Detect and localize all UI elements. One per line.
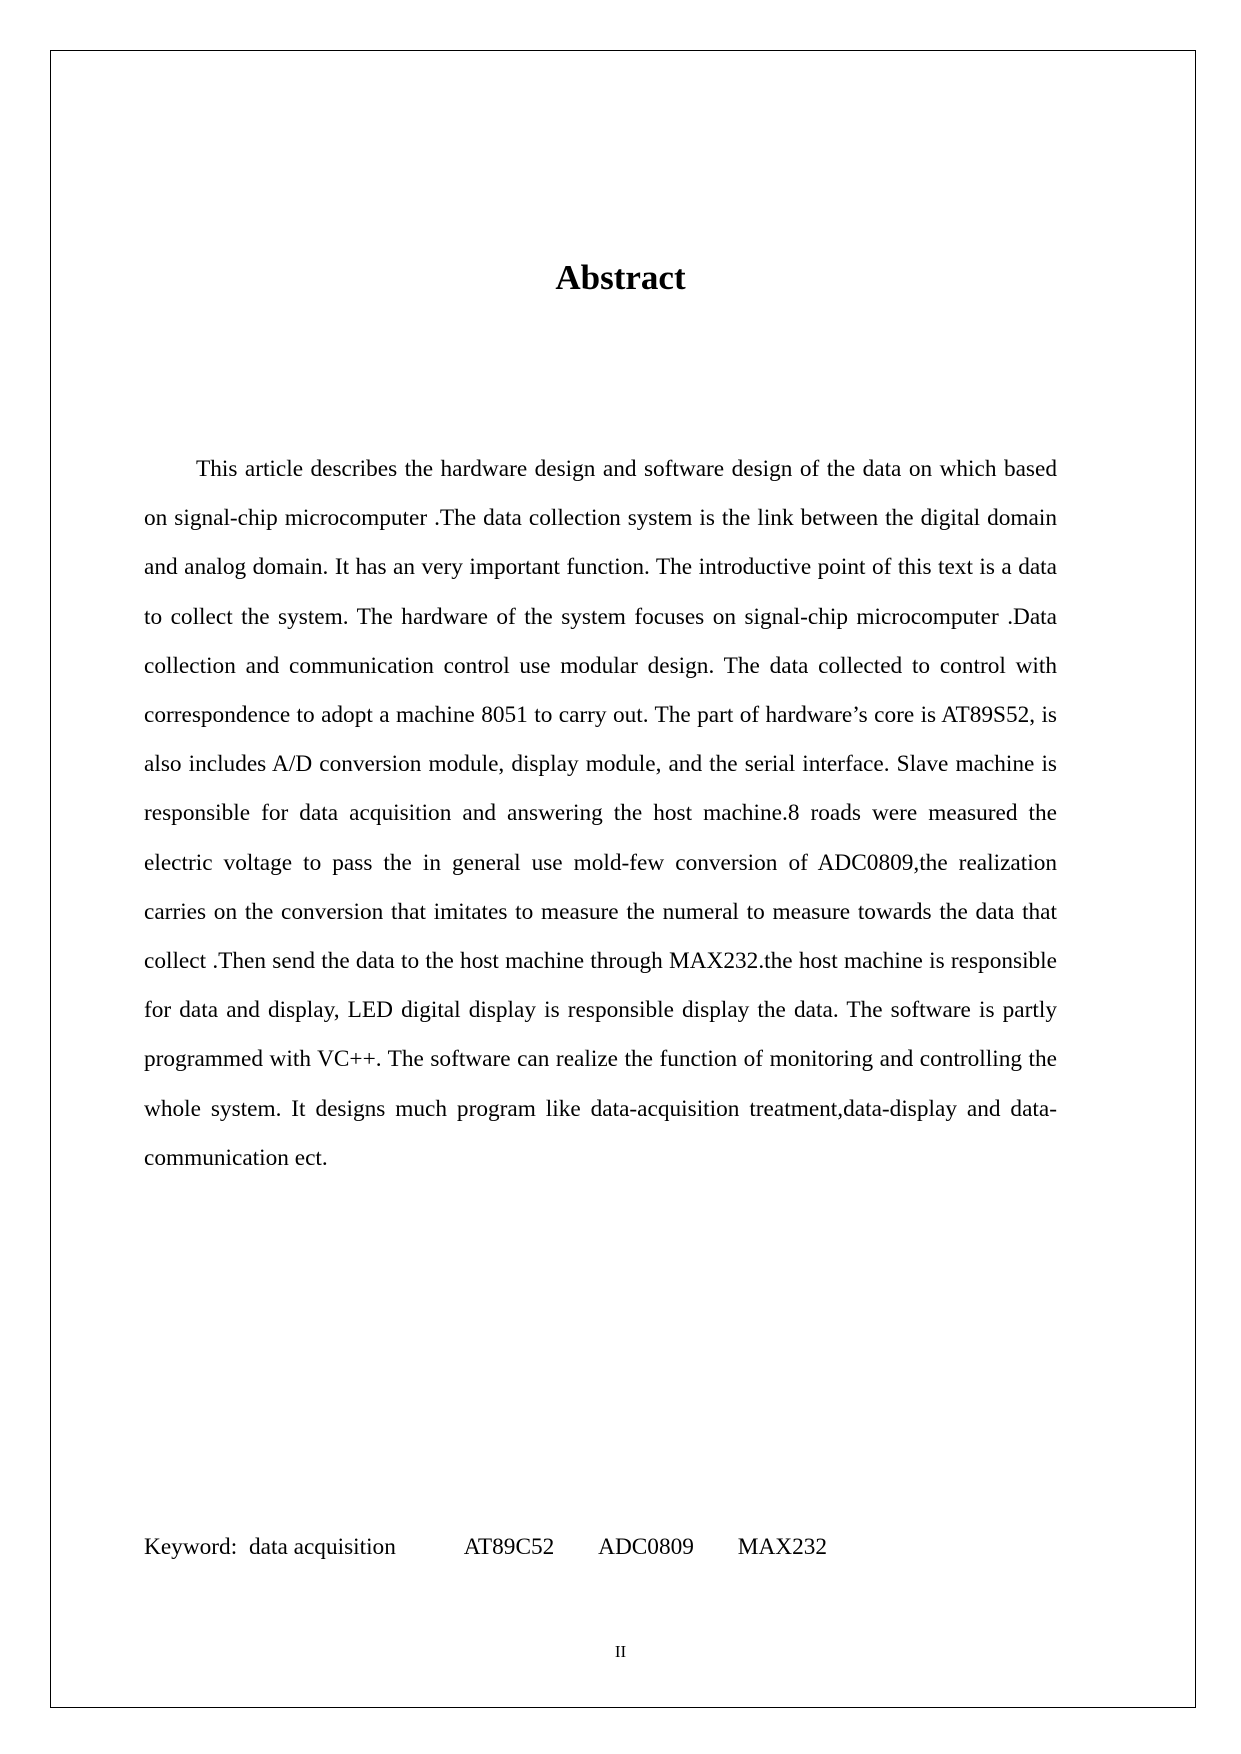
keywords-label: Keyword: <box>144 1534 238 1560</box>
page-number: II <box>614 1642 627 1661</box>
keyword-item: MAX232 <box>737 1534 828 1560</box>
keywords-line <box>144 1527 827 1567</box>
keyword-item: ADC0809 <box>598 1534 694 1560</box>
keyword-item: data acquisition <box>249 1534 396 1560</box>
abstract-title: Abstract <box>555 258 686 297</box>
keyword-item: AT89C52 <box>463 1534 555 1560</box>
abstract-body: This article describes the hardware design and software design of the data on which based on signal-chip microcomputer .The data collection system is the link between the digital domain and analog domain. It has an very important function. The introductive point of this text is a data to collect the system. The hardware of the system focuses on signal-chip microcomputer .Data collection and communication control use modular design. The data collected to control with correspondence to adopt a machine 8051 to carry out. The part of hardware’s core is AT89S52, is also includes A/D conversion module, display module, and the serial interface. Slave machine is responsible for data acquisition and answering the host machine.8 roads were measured the electric voltage to pass the in general use mold-few conversion of ADC0809,the realization carries on the conversion that imitates to measure the numeral to measure towards the data that collect .Then send the data to the host machine through MAX232.the host machine is responsible for data and display, LED digital display is responsible display the data. The software is partly programmed with VC++. The software can realize the function of monitoring and controlling the whole system. It designs much program like data-acquisition treatment,data-display and data-communication ect. <box>144 456 1057 1171</box>
